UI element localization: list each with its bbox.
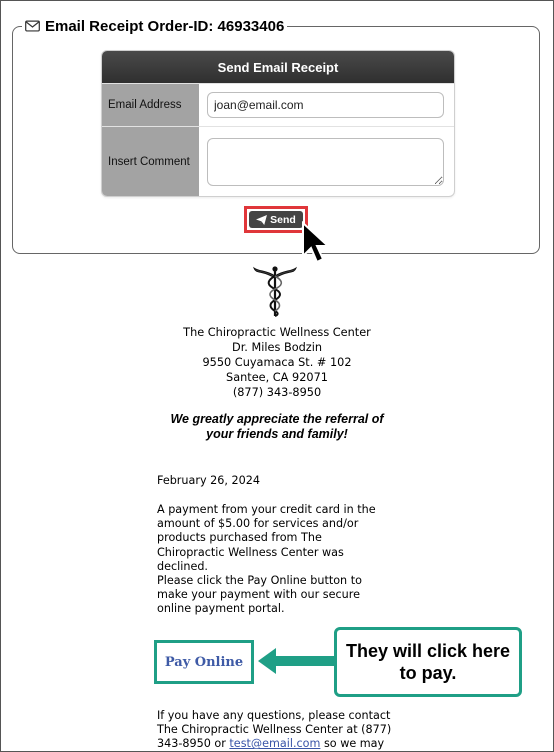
tagline-line: We greatly appreciate the referral of [170, 412, 384, 426]
send-button-highlight [244, 206, 308, 233]
address-line: Santee, CA 92071 [226, 371, 328, 384]
declined-payment-paragraph: A payment from your credit card in the amount of $5.00 for services and/or products purchased from The Chiropractic Wellness Center was declined. [157, 503, 376, 573]
form-header: Send Email Receipt [102, 51, 454, 83]
pay-online-button[interactable]: Pay Online [164, 654, 244, 670]
legend-title: Email Receipt Order-ID: 46933406 [45, 17, 285, 35]
pay-online-highlight [154, 640, 254, 684]
send-button-label: Send [270, 213, 296, 226]
mouse-cursor-icon [300, 220, 330, 266]
address-line: The Chiropractic Wellness Center [183, 326, 371, 339]
letter-date: February 26, 2024 [157, 474, 260, 487]
pay-online-instructions: Please click the Pay Online button to make your payment with our secure online payment portal. [157, 574, 362, 616]
insert-comment-label: Insert Comment [102, 127, 199, 197]
address-line: (877) 343-8950 [232, 386, 322, 399]
email-field[interactable] [207, 92, 444, 118]
contact-email-link[interactable]: test@email.com [229, 737, 321, 751]
comment-field[interactable] [207, 138, 444, 186]
comment-row [102, 126, 454, 197]
referral-tagline [150, 412, 404, 442]
email-receipt-legend [22, 16, 287, 36]
arrow-left-icon [256, 646, 338, 676]
clinic-address [150, 325, 404, 400]
send-icon [256, 215, 267, 225]
contact-paragraph [157, 709, 392, 752]
tagline-line: your friends and family! [206, 427, 348, 441]
address-line: 9550 Cuyamaca St. # 102 [202, 356, 352, 369]
email-address-label: Email Address [102, 84, 199, 126]
caduceus-logo [252, 264, 298, 320]
instruction-callout: They will click here to pay. [334, 627, 522, 697]
contact-text: If you have any questions, please contact The Chiropractic Wellness Center at (877) 343-8950 or [157, 709, 392, 751]
send-email-receipt-form [101, 50, 455, 197]
address-line: Dr. Miles Bodzin [232, 341, 322, 354]
send-button[interactable] [249, 211, 303, 228]
envelope-icon [25, 20, 40, 32]
email-row [102, 83, 454, 126]
contact-text-end: so we may [320, 737, 385, 751]
